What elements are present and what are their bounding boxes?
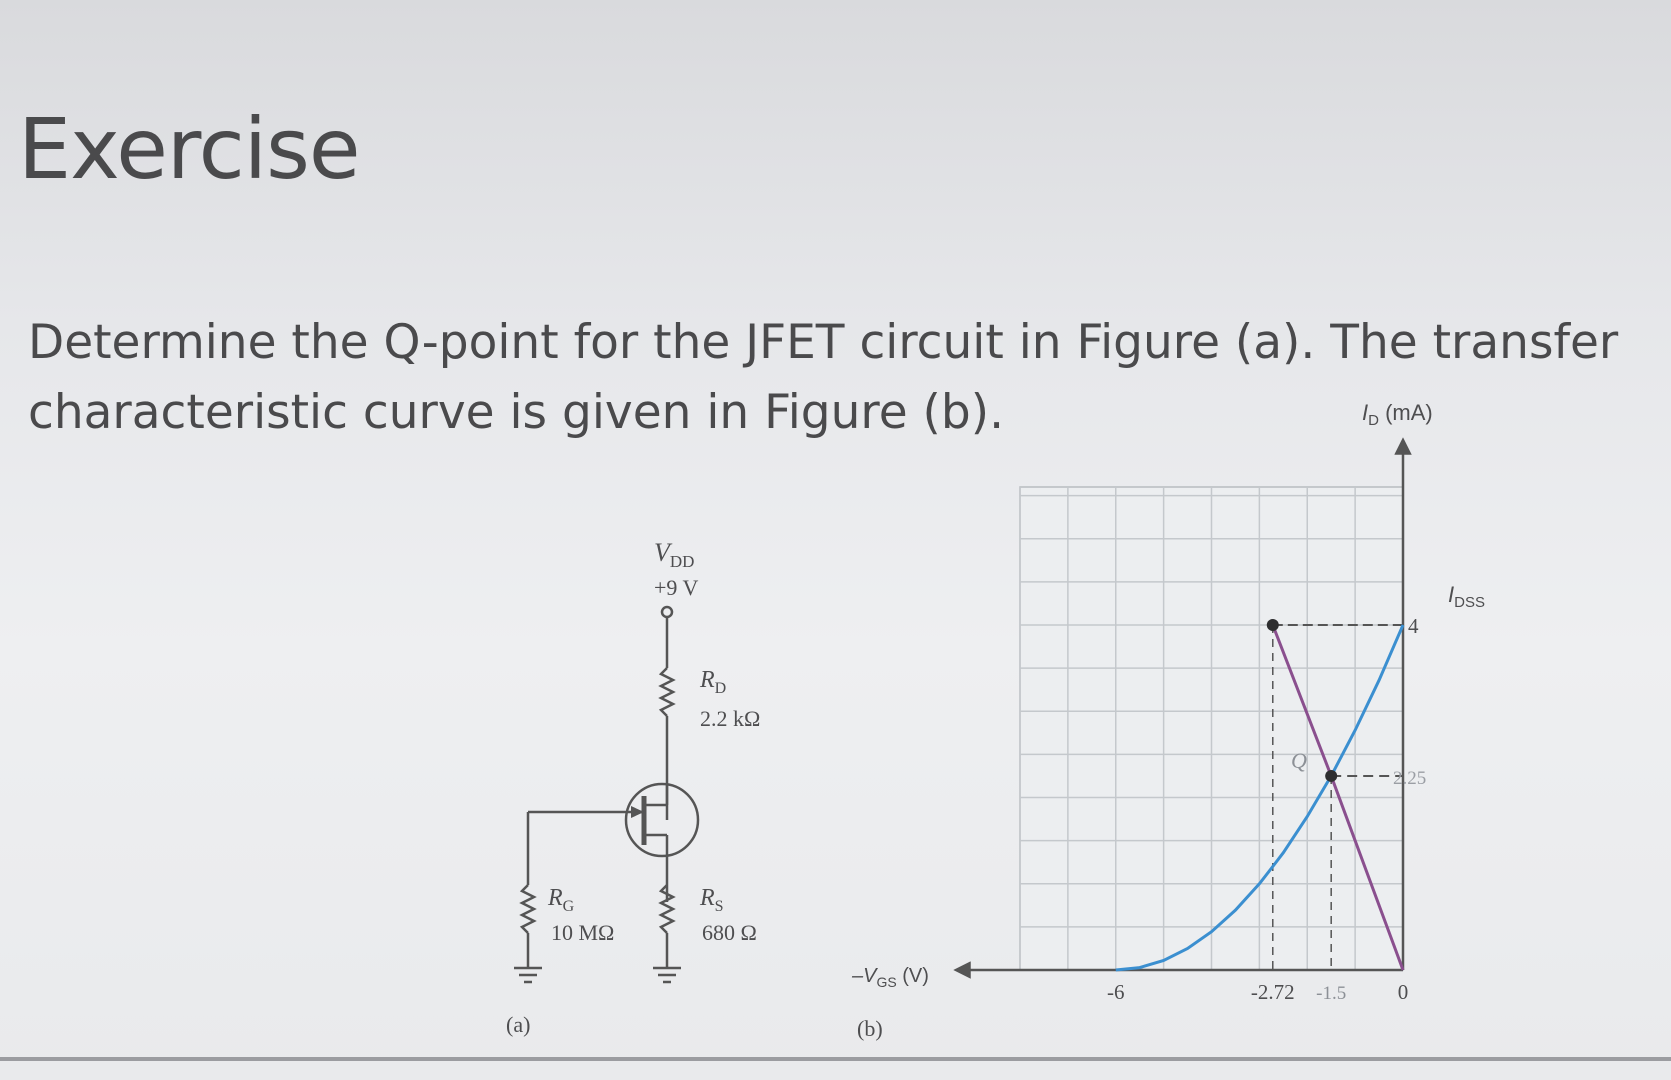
rg-value: 10 MΩ — [551, 920, 615, 945]
rg-resistor — [522, 885, 534, 933]
y-axis-label: $I_D$ (mA) — [1362, 400, 1433, 429]
problem-line-1: Determine the Q-point for the JFET circuit in Figure (a). The transfer — [28, 315, 1619, 370]
x-axis-label: $-V_{GS}$ (V) — [852, 965, 929, 990]
x-tick-label: 0 — [1397, 980, 1409, 1004]
vdd-terminal — [662, 607, 672, 617]
ground-icon — [653, 968, 681, 982]
load-line-end-point — [1267, 619, 1279, 631]
q-point-label: Q — [1291, 748, 1307, 773]
rd-value: 2.2 kΩ — [700, 706, 761, 731]
vdd-value: +9 V — [654, 575, 699, 600]
rs-value: 680 Ω — [702, 920, 757, 945]
slide-title: Exercise — [18, 100, 360, 198]
footer-divider — [0, 1057, 1671, 1061]
x-tick-label: -2.72 — [1250, 980, 1295, 1004]
ground-icon — [514, 968, 542, 982]
q-point-marker — [1325, 770, 1337, 782]
circuit-labels — [506, 538, 760, 1037]
rd-label: $R_D$ — [700, 667, 727, 697]
rs-label: $R_S$ — [700, 885, 724, 915]
x-tick-label: -6 — [1107, 980, 1125, 1004]
y-tick-label: 4 — [1408, 614, 1419, 638]
idss-label: $I_{DSS}$ — [1448, 582, 1485, 611]
rg-label: $R_G$ — [548, 885, 575, 915]
jfet-symbol — [626, 784, 698, 856]
figure-a-caption: (a) — [506, 1012, 531, 1037]
y-tick-label: 2.25 — [1393, 767, 1427, 789]
problem-line-2: characteristic curve is given in Figure (b). — [28, 385, 1005, 440]
transfer-graph — [851, 400, 1485, 1041]
figure-b-caption: (b) — [857, 1016, 883, 1041]
x-tick-label: -1.5 — [1316, 983, 1347, 1004]
rd-resistor — [661, 668, 673, 716]
vdd-label: $V_{DD}$ — [654, 538, 695, 571]
